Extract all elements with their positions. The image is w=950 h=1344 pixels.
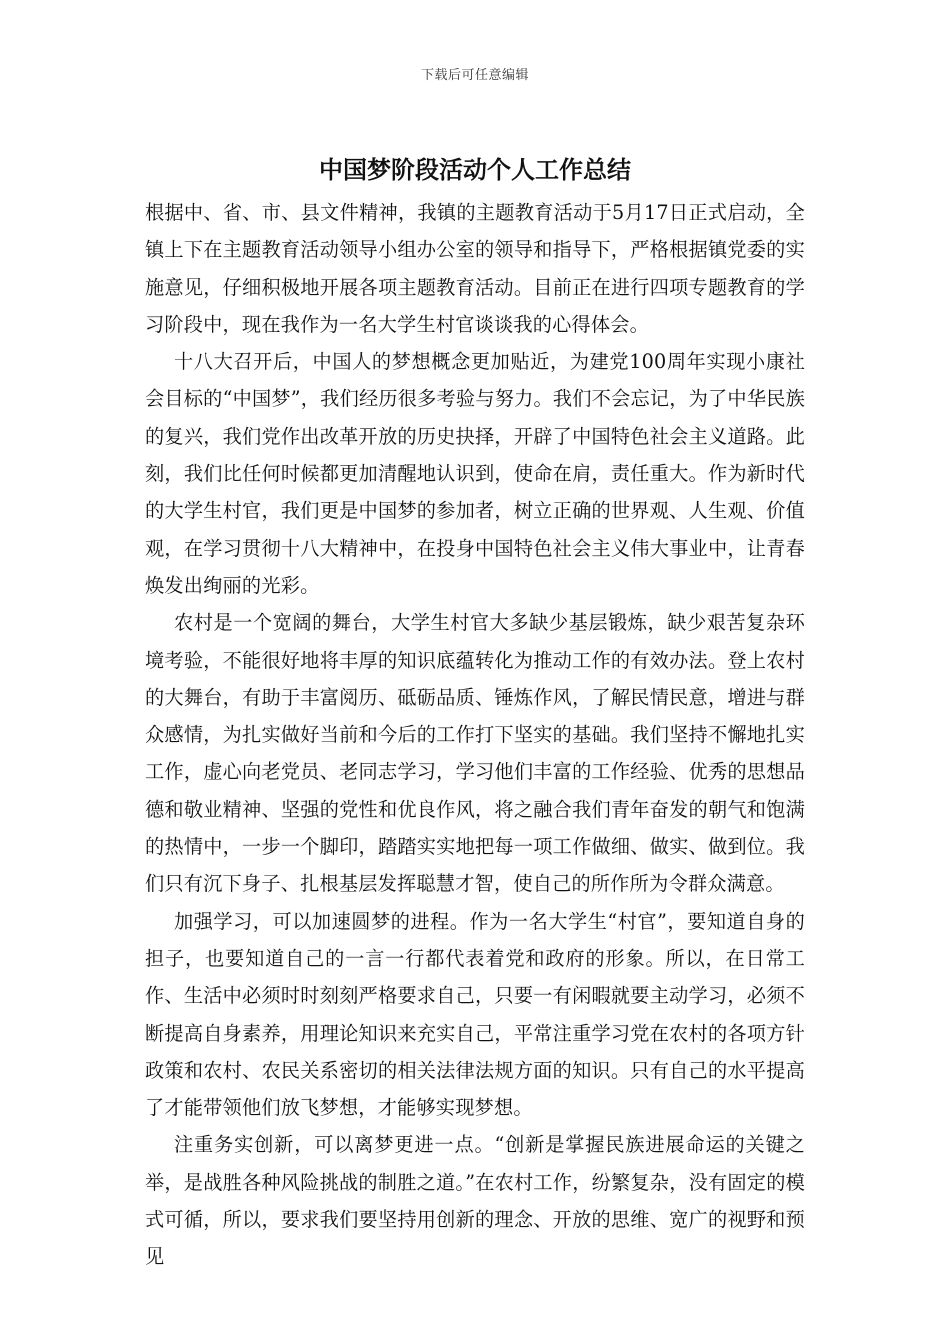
paragraph-chinese-dream: 十八大召开后，中国人的梦想概念更加贴近，为建党100周年实现小康社会目标的“中国梦”，我们经历很多考验与努力。我们不会忘记，为了中华民族的复兴，我们党作出改革开放的历史抉择，开辟了中国特色社会主义道路。此刻，我们比任何时候都更加清醒地认识到，使命在肩，责任重大。作为新时代的大学生村官，我们更是中国梦的参加者，树立正确的世界观、人生观、价值观，在学习贯彻十八大精神中，在投身中国特色社会主义伟大事业中，让青春焕发出绚丽的光彩。 xyxy=(145,350,805,597)
document-title: 中国梦阶段活动个人工作总结 xyxy=(319,156,631,184)
header-note: 下载后可任意编辑 xyxy=(420,68,529,83)
paragraph-study: 加强学习，可以加速圆梦的进程。作为一名大学生“村官”，要知道自身的担子，也要知道自己的一言一行都代表着党和政府的形象。所以，在日常工作、生活中必须时时刻刻严格要求自己，只要一有闲暇就要主动学习，必须不断提高自身素养，用理论知识来充实自己，平常注重学习党在农村的各项方针政策和农村、农民关系密切的相关法律法规方面的知识。只有自己的水平提高了才能带领他们放飞梦想，才能够实现梦想。 xyxy=(145,909,805,1120)
paragraph-rural-stage: 农村是一个宽阔的舞台，大学生村官大多缺少基层锻炼，缺少艰苦复杂环境考验，不能很好地将丰厚的知识底蕴转化为推动工作的有效办法。登上农村的大舞台，有助于丰富阅历、砥砺品质、锤炼作风，了解民情民意，增进与群众感情，为扎实做好当前和今后的工作打下坚实的基础。我们坚持不懈地扎实工作，虚心向老党员、老同志学习，学习他们丰富的工作经验、优秀的思想品德和敬业精神、坚强的党性和优良作风，将之融合我们青年奋发的朝气和饱满的热情中，一步一个脚印，踏踏实实地把每一项工作做细、做实、做到位。我们只有沉下身子、扎根基层发挥聪慧才智，使自己的所作所为令群众满意。 xyxy=(145,611,805,896)
paragraph-intro: 根据中、省、市、县文件精神，我镇的主题教育活动于5月17日正式启动，全镇上下在主题教育活动领导小组办公室的领导和指导下，严格根据镇党委的实施意见，仔细积极地开展各项主题教育活动。目前正在进行四项专题教育的学习阶段中，现在我作为一名大学生村官谈谈我的心得体会。 xyxy=(145,201,805,336)
paragraph-innovation: 注重务实创新，可以离梦更进一点。“创新是掌握民族进展命运的关键之举，是战胜各种风险挑战的制胜之道。”在农村工作，纷繁复杂，没有固定的模式可循，所以，要求我们要坚持用创新的理念、开放的思维、宽广的视野和预见 xyxy=(145,1133,805,1269)
document-body xyxy=(145,194,805,1276)
